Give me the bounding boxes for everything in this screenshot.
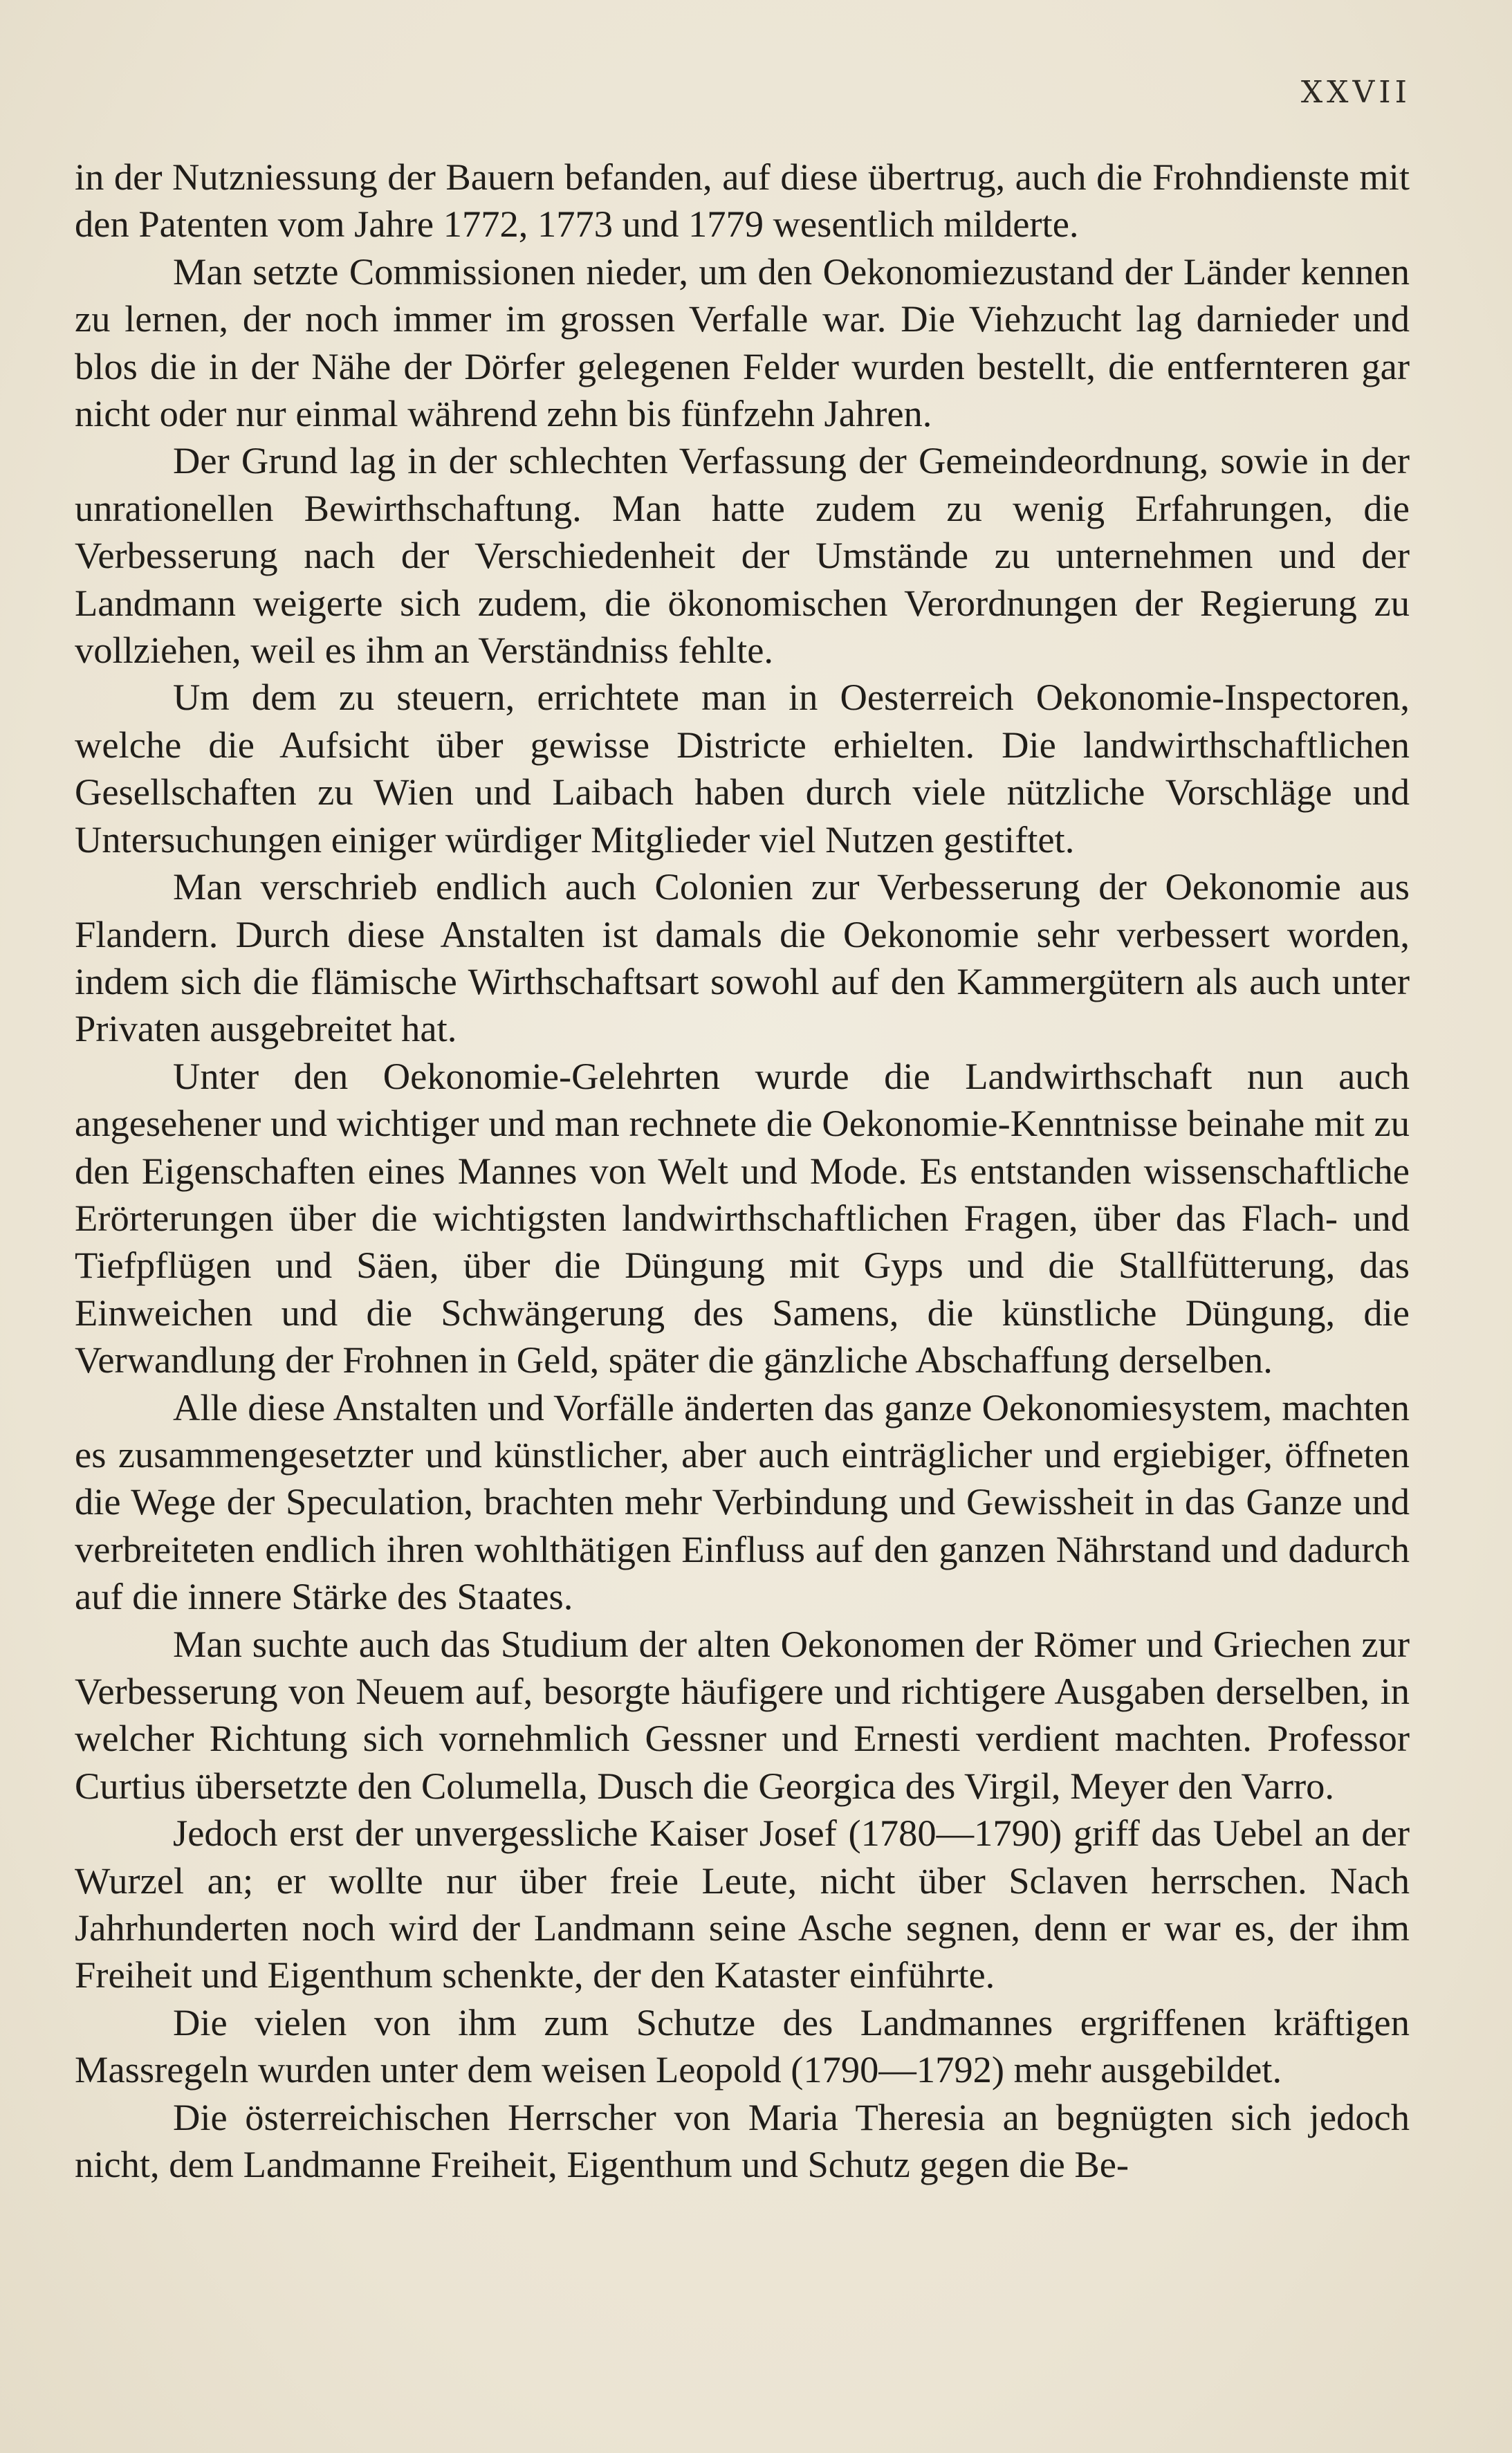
paragraph-10: Die vielen von ihm zum Schutze des Landmannes ergriffenen kräftigen Massregeln wurden unter dem weisen Leopold (1790—1792) mehr ausgebildet. bbox=[75, 2001, 1410, 2091]
paragraph-6: Unter den Oekonomie-Gelehrten wurde die Landwirthschaft nun auch angesehener und wichtiger und man rechnete die Oekonomie-Kenntnisse beinahe mit zu den Eigenschaften eines Mannes von Welt und Mode. Es entstanden wissenschaftliche Erörterungen über die wichtigsten landwirthschaftlichen Fragen, über das Flach- und Tiefpflügen und Säen, über die Düngung mit Gyps und die Stallfütterung, das Einweichen und die Schwängerung des Samens, die künstliche Düngung, die Verwandlung der Frohnen in Geld, später die gänzliche Abschaffung derselben. bbox=[75, 1054, 1410, 1381]
paragraph-9: Jedoch erst der unvergessliche Kaiser Josef (1780—1790) griff das Uebel an der Wurzel an; er wollte nur über freie Leute, nicht über Sclaven herrschen. Nach Jahrhunderten noch wird der Landmann seine Asche segnen, denn er war es, der ihm Freiheit und Eigenthum schenkte, der den Kataster einführte. bbox=[75, 1812, 1410, 1996]
paragraph-4: Um dem zu steuern, errichtete man in Oesterreich Oekonomie-Inspectoren, welche die Aufsicht über gewisse Districte erhielten. Die landwirthschaftlichen Gesellschaften zu Wien und Laibach haben durch viele nützliche Vorschläge und Untersuchungen einiger würdiger Mitglieder viel Nutzen gestiftet. bbox=[75, 676, 1410, 861]
paragraph-5: Man verschrieb endlich auch Colonien zur Verbesserung der Oekonomie aus Flandern. Durch diese Anstalten ist damals die Oekonomie sehr verbessert worden, indem sich die flämische Wirthschaftsart sowohl auf den Kammergütern als auch unter Privaten ausgebreitet hat. bbox=[75, 865, 1410, 1050]
body-text bbox=[75, 154, 1410, 2188]
paragraph-7: Alle diese Anstalten und Vorfälle änderten das ganze Oekonomiesystem, machten es zusammengesetzter und künstlicher, aber auch einträglicher und ergiebiger, öffneten die Wege der Speculation, brachten mehr Verbindung und Gewissheit in das Ganze und verbreiteten endlich ihren wohlthätigen Einfluss auf den ganzen Nährstand und dadurch auf die innere Stärke des Staates. bbox=[75, 1386, 1410, 1618]
paragraph-8: Man suchte auch das Studium der alten Oekonomen der Römer und Griechen zur Verbesserung von Neuem auf, besorgte häufigere und richtigere Ausgaben derselben, in welcher Richtung sich vornehmlich Gessner und Ernesti verdient machten. Professor Curtius übersetzte den Columella, Dusch die Georgica des Virgil, Meyer den Varro. bbox=[75, 1622, 1410, 1807]
paragraph-11: Die österreichischen Herrscher von Maria Theresia an begnügten sich jedoch nicht, dem Landmanne Freiheit, Eigenthum und Schutz gegen die Be- bbox=[75, 2095, 1410, 2186]
paragraph-3: Der Grund lag in der schlechten Verfassung der Gemeindeordnung, sowie in der unrationellen Bewirthschaftung. Man hatte zudem zu wenig Erfahrungen, die Verbesserung nach der Verschiedenheit der Umstände zu unternehmen und der Landmann weigerte sich zudem, die ökonomischen Verordnungen der Regierung zu vollziehen, weil es ihm an Verständniss fehlte. bbox=[75, 439, 1410, 672]
paragraph-2: Man setzte Commissionen nieder, um den Oekonomiezustand der Länder kennen zu lernen, der noch immer im grossen Verfalle war. Die Viehzucht lag darnieder und blos die in der Nähe der Dörfer gelegenen Felder wurden bestellt, die entfernteren gar nicht oder nur einmal während zehn bis fünfzehn Jahren. bbox=[75, 250, 1410, 435]
page-number: XXVII bbox=[1300, 75, 1411, 110]
paragraph-1: in der Nutzniessung der Bauern befanden, auf diese übertrug, auch die Frohndienste mit den Patenten vom Jahre 1772, 1773 und 1779 wesentlich milderte. bbox=[75, 156, 1410, 246]
